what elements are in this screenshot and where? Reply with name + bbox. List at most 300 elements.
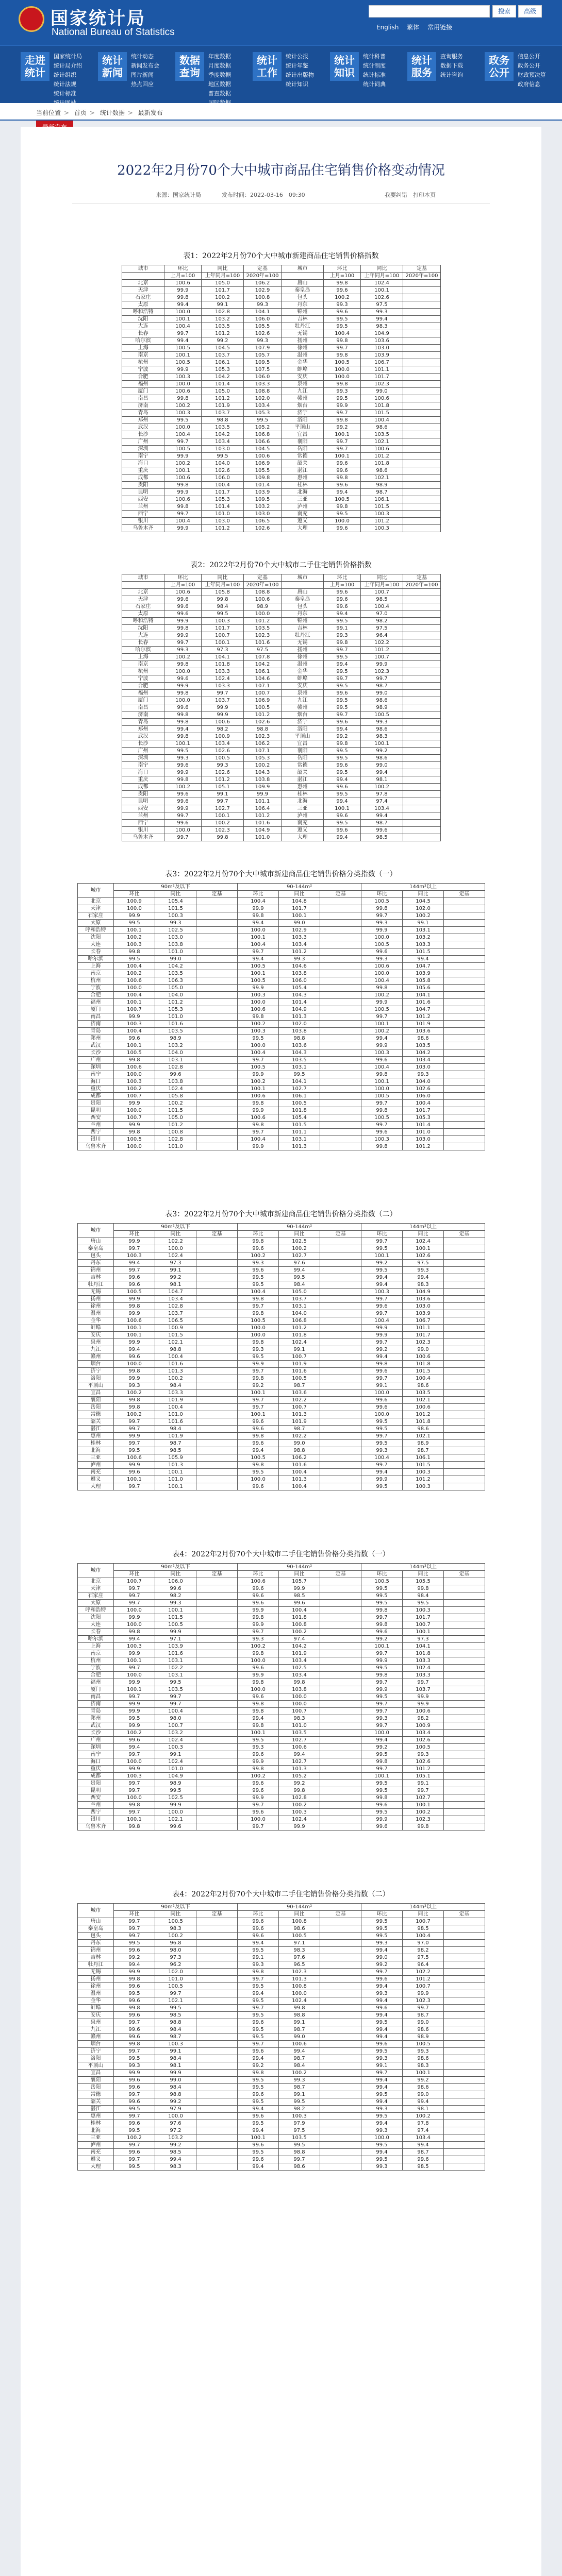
city-cell: 沈阳 <box>122 316 164 323</box>
value-cell <box>320 1730 361 1737</box>
city-cell: 大理 <box>78 1483 114 1490</box>
value-cell: 101.2 <box>202 330 244 337</box>
breadcrumb-data[interactable]: 统计数据 <box>100 109 125 116</box>
nav-link[interactable]: 统计法规 <box>54 81 76 88</box>
value-cell <box>196 1701 238 1708</box>
city-cell: 无锡 <box>78 1969 114 1976</box>
value-cell <box>320 1773 361 1780</box>
city-cell: 常德 <box>78 1411 114 1418</box>
nav-link[interactable]: 普查数据 <box>208 90 231 97</box>
value-cell: 99.5 <box>202 453 244 460</box>
table-row <box>78 1730 485 1737</box>
nav-link[interactable]: 统计制度 <box>363 62 386 69</box>
value-cell: 99.4 <box>155 2156 196 2163</box>
nav-link[interactable]: 年度数据 <box>208 53 231 60</box>
value-cell <box>444 992 485 999</box>
value-cell: 99.5 <box>361 2156 403 2163</box>
article-actions[interactable]: 我要纠错 打印本页 <box>385 192 436 198</box>
city-cell: 三亚 <box>78 2134 114 2142</box>
value-cell: 99.4 <box>238 956 279 963</box>
value-cell: 100.0 <box>114 1758 155 1766</box>
header-link-traditional[interactable]: 繁体 <box>407 24 420 31</box>
value-cell <box>196 1621 238 1629</box>
nav-link[interactable]: 信息公开 <box>518 53 540 60</box>
value-cell: 99.9 <box>361 661 403 668</box>
value-cell: 99.5 <box>361 2091 403 2098</box>
table-header: 环比 <box>361 1911 403 1918</box>
value-cell: 99.4 <box>279 1751 320 1758</box>
value-cell <box>320 1353 361 1361</box>
value-cell: 99.5 <box>114 2127 155 2134</box>
value-cell: 99.5 <box>361 1918 403 1925</box>
value-cell <box>320 2062 361 2070</box>
city-cell: 深圳 <box>122 755 164 762</box>
city-cell: 宁波 <box>122 366 164 374</box>
value-cell: 99.4 <box>114 1636 155 1643</box>
value-cell: 100.7 <box>114 1114 155 1122</box>
table-header: 城市 <box>78 1904 114 1918</box>
value-cell: 99.5 <box>324 791 361 798</box>
table-row <box>122 467 441 474</box>
nav-link[interactable]: 统计局介绍 <box>54 62 82 69</box>
nav-link[interactable]: 统计咨询 <box>440 72 463 78</box>
value-cell <box>196 1629 238 1636</box>
nav-link[interactable]: 统计公报 <box>286 53 308 60</box>
value-cell: 98.4 <box>202 603 244 611</box>
city-cell: 长沙 <box>122 740 164 748</box>
city-cell: 蚌埠 <box>282 675 324 683</box>
value-cell <box>196 1057 238 1064</box>
value-cell: 100.6 <box>238 1578 279 1585</box>
city-cell: 赣州 <box>78 2033 114 2041</box>
city-cell: 南宁 <box>122 453 164 460</box>
nav-tile[interactable]: 统计 服务 <box>407 52 436 81</box>
value-cell <box>403 316 441 323</box>
value-cell: 99.4 <box>361 812 403 820</box>
value-cell: 103.8 <box>244 776 282 784</box>
value-cell: 104.5 <box>403 898 444 905</box>
value-cell: 106.7 <box>361 359 403 366</box>
city-cell: 西宁 <box>122 820 164 827</box>
value-cell: 102.6 <box>244 525 282 532</box>
value-cell <box>196 1918 238 1925</box>
nav-link[interactable]: 统计出版物 <box>286 72 314 78</box>
value-cell: 99.7 <box>361 1296 403 1303</box>
table-row <box>78 2026 485 2033</box>
table-row <box>122 675 441 683</box>
value-cell: 99.7 <box>403 1679 444 1686</box>
table-row <box>78 992 485 999</box>
table-row <box>78 1462 485 1469</box>
value-cell <box>444 1802 485 1809</box>
city-cell: 南充 <box>78 2149 114 2156</box>
value-cell <box>320 1693 361 1701</box>
nav-link[interactable]: 统计组织 <box>54 72 76 78</box>
value-cell <box>444 1049 485 1057</box>
value-cell <box>320 1404 361 1411</box>
value-cell: 99.7 <box>324 438 361 446</box>
value-cell <box>403 820 441 827</box>
table-row <box>122 374 441 381</box>
value-cell: 99.4 <box>114 1346 155 1353</box>
value-cell: 100.1 <box>361 287 403 294</box>
value-cell: 103.8 <box>155 941 196 948</box>
value-cell: 104.1 <box>244 309 282 316</box>
value-cell: 99.9 <box>238 985 279 992</box>
table-row <box>78 1433 485 1440</box>
breadcrumb-latest[interactable]: 最新发布 <box>138 109 163 116</box>
value-cell: 103.2 <box>155 2134 196 2142</box>
value-cell: 99.7 <box>114 2156 155 2163</box>
value-cell: 99.3 <box>361 2055 403 2062</box>
city-cell: 天津 <box>78 905 114 912</box>
value-cell: 99.6 <box>361 1057 403 1064</box>
nav-tile[interactable]: 统计 工作 <box>253 52 282 81</box>
value-cell: 100.4 <box>403 1375 444 1382</box>
nav-link[interactable]: 统计科普 <box>363 53 386 60</box>
header-link-english[interactable]: English <box>376 24 399 31</box>
table-row <box>78 898 485 905</box>
table-header: 90-144m² <box>238 1904 361 1911</box>
value-cell <box>403 503 441 511</box>
city-cell: 上海 <box>78 963 114 970</box>
value-cell: 99.4 <box>238 2163 279 2171</box>
city-cell: 赣州 <box>282 395 324 402</box>
value-cell: 99.9 <box>238 1672 279 1679</box>
value-cell: 99.6 <box>114 1353 155 1361</box>
value-cell: 99.8 <box>361 1672 403 1679</box>
value-cell: 99.4 <box>324 798 361 805</box>
search-input[interactable] <box>369 5 490 18</box>
table-row <box>122 323 441 330</box>
value-cell <box>320 2120 361 2127</box>
value-cell: 99.9 <box>361 1332 403 1339</box>
value-cell: 99.9 <box>114 1650 155 1657</box>
value-cell <box>196 927 238 934</box>
nav-link[interactable]: 查询服务 <box>440 53 463 60</box>
value-cell: 99.8 <box>324 639 361 647</box>
table-row <box>122 683 441 690</box>
city-cell: 济宁 <box>78 2048 114 2055</box>
value-cell: 98.9 <box>403 1440 444 1447</box>
value-cell: 99.7 <box>114 1665 155 1672</box>
value-cell <box>196 2127 238 2134</box>
value-cell: 100.4 <box>361 1064 403 1071</box>
value-cell <box>444 941 485 948</box>
value-cell: 102.9 <box>244 287 282 294</box>
value-cell: 100.4 <box>238 1136 279 1143</box>
table-row <box>122 287 441 294</box>
value-cell: 99.2 <box>361 1961 403 1969</box>
value-cell <box>320 1114 361 1122</box>
value-cell: 101.0 <box>403 1129 444 1136</box>
nav-link[interactable]: 统计标准 <box>54 90 76 97</box>
value-cell: 99.6 <box>238 1267 279 1274</box>
table-row <box>122 410 441 417</box>
nav-link[interactable]: 季度数据 <box>208 72 231 78</box>
value-cell: 101.5 <box>403 1462 444 1469</box>
value-cell <box>444 1976 485 1983</box>
value-cell: 98.8 <box>279 1447 320 1454</box>
nav-tile[interactable]: 走进 统计 <box>21 52 49 81</box>
value-cell: 99.2 <box>238 2062 279 2070</box>
value-cell: 99.7 <box>238 948 279 956</box>
city-cell: 海口 <box>122 460 164 467</box>
city-cell: 南京 <box>78 1650 114 1657</box>
table-header: 同比 <box>403 1911 444 1918</box>
value-cell: 99.7 <box>155 1990 196 1997</box>
value-cell <box>196 1722 238 1730</box>
table-row <box>122 776 441 784</box>
value-cell: 99.5 <box>361 1780 403 1787</box>
table-header: 城市 <box>78 1564 114 1578</box>
value-cell <box>320 927 361 934</box>
nav-links <box>518 52 562 89</box>
value-cell <box>403 690 441 697</box>
value-cell: 99.6 <box>238 1245 279 1252</box>
value-cell: 99.1 <box>403 1780 444 1787</box>
value-cell: 106.1 <box>361 496 403 503</box>
value-cell: 98.7 <box>403 1447 444 1454</box>
nav-link[interactable]: 政府信息 <box>518 81 540 88</box>
value-cell <box>403 668 441 675</box>
city-cell: 锦州 <box>282 618 324 625</box>
city-cell: 湛江 <box>282 776 324 784</box>
nav-link[interactable]: 地区数据 <box>208 81 231 88</box>
value-cell: 99.7 <box>361 1708 403 1715</box>
value-cell: 100.3 <box>361 1136 403 1143</box>
value-cell: 105.3 <box>155 1006 196 1013</box>
table-row <box>78 985 485 992</box>
table-row <box>78 1969 485 1976</box>
nav-tile[interactable]: 统计 知识 <box>330 52 359 81</box>
city-cell: 南京 <box>122 352 164 359</box>
table-row <box>122 654 441 661</box>
nav-link[interactable]: 统计词典 <box>363 81 386 88</box>
site-name-cn[interactable]: 国家统计局 <box>51 8 146 29</box>
value-cell: 99.7 <box>114 1267 155 1274</box>
value-cell: 103.5 <box>202 323 244 330</box>
value-cell: 100.0 <box>155 1245 196 1252</box>
table-header: 定基 <box>320 1571 361 1578</box>
value-cell: 99.8 <box>164 690 202 697</box>
value-cell <box>196 956 238 963</box>
header-link-common[interactable]: 常用链接 <box>427 24 453 31</box>
nav-link[interactable]: 热点回应 <box>131 81 154 88</box>
value-cell: 104.0 <box>155 992 196 999</box>
value-cell: 99.5 <box>324 618 361 625</box>
value-cell: 99.5 <box>155 2005 196 2012</box>
value-cell: 98.4 <box>155 1426 196 1433</box>
value-cell: 100.0 <box>164 381 202 388</box>
nav-link[interactable]: 统计年鉴 <box>286 62 308 69</box>
value-cell: 99.6 <box>114 2084 155 2091</box>
value-cell <box>444 1686 485 1693</box>
value-cell: 99.4 <box>361 1274 403 1281</box>
value-cell: 99.6 <box>238 1483 279 1490</box>
table-row <box>122 733 441 740</box>
city-cell: 南宁 <box>78 1071 114 1078</box>
nav-link[interactable]: 数据下载 <box>440 62 463 69</box>
nav-link[interactable]: 新闻发布会 <box>131 62 159 69</box>
value-cell: 103.8 <box>279 970 320 977</box>
value-cell: 101.3 <box>279 1976 320 1983</box>
city-cell: 泉州 <box>282 690 324 697</box>
value-cell: 102.2 <box>403 1969 444 1976</box>
value-cell: 96.5 <box>279 1961 320 1969</box>
city-cell: 哈尔滨 <box>78 1636 114 1643</box>
value-cell: 99.6 <box>155 1585 196 1592</box>
value-cell <box>320 1389 361 1397</box>
value-cell: 101.8 <box>361 460 403 467</box>
table-row <box>78 1093 485 1100</box>
nav-tile[interactable]: 政务 公开 <box>485 52 514 81</box>
value-cell: 100.0 <box>114 1143 155 1150</box>
value-cell: 99.6 <box>324 784 361 791</box>
value-cell: 99.8 <box>324 280 361 287</box>
value-cell: 100.7 <box>244 690 282 697</box>
value-cell: 99.5 <box>114 956 155 963</box>
value-cell <box>444 1325 485 1332</box>
table-row <box>78 1021 485 1028</box>
table-row <box>122 639 441 647</box>
value-cell: 100.5 <box>279 1375 320 1382</box>
value-cell <box>320 1317 361 1325</box>
nav-link[interactable]: 国家统计局 <box>54 53 82 60</box>
city-cell: 牡丹江 <box>282 323 324 330</box>
table-header: 环比 <box>114 1911 155 1918</box>
advanced-search-button[interactable]: 高级 <box>518 5 542 18</box>
city-cell: 福州 <box>122 381 164 388</box>
city-cell: 宁波 <box>78 985 114 992</box>
value-cell <box>196 1389 238 1397</box>
table-row <box>122 762 441 769</box>
site-name-en[interactable]: National Bureau of Statistics <box>52 27 175 38</box>
city-cell: 金华 <box>78 1997 114 2005</box>
value-cell: 99.5 <box>361 1751 403 1758</box>
value-cell: 101.6 <box>155 1650 196 1657</box>
breadcrumb-home[interactable]: 首页 <box>74 109 87 116</box>
value-cell <box>444 1260 485 1267</box>
value-cell: 99.3 <box>361 2106 403 2113</box>
city-cell: 温州 <box>282 352 324 359</box>
city-cell: 赣州 <box>282 704 324 711</box>
value-cell <box>444 1787 485 1794</box>
value-cell: 96.4 <box>361 632 403 639</box>
city-cell: 济南 <box>122 711 164 719</box>
value-cell: 99.3 <box>361 1990 403 1997</box>
value-cell: 99.4 <box>361 1997 403 2005</box>
value-cell <box>444 1021 485 1028</box>
city-cell: 福州 <box>78 999 114 1006</box>
city-cell: 南充 <box>282 820 324 827</box>
table-header: 同比 <box>202 265 244 273</box>
table-header: 90-144m² <box>238 1224 361 1231</box>
value-cell: 97.1 <box>279 1940 320 1947</box>
value-cell: 98.7 <box>361 489 403 496</box>
value-cell: 100.4 <box>114 992 155 999</box>
city-cell: 合肥 <box>78 992 114 999</box>
table-header: 144m²以上 <box>361 884 485 891</box>
value-cell: 98.5 <box>361 834 403 841</box>
value-cell: 102.6 <box>403 1737 444 1744</box>
value-cell: 103.3 <box>155 1389 196 1397</box>
nav-tile[interactable]: 统计 新闻 <box>98 52 127 81</box>
value-cell: 102.7 <box>279 1737 320 1744</box>
nav-link[interactable]: 月度数据 <box>208 62 231 69</box>
value-cell: 99.8 <box>361 1361 403 1368</box>
value-cell: 99.8 <box>238 1679 279 1686</box>
value-cell: 99.7 <box>155 1701 196 1708</box>
value-cell: 99.6 <box>238 1426 279 1433</box>
value-cell: 99.4 <box>114 1260 155 1267</box>
value-cell: 99.6 <box>361 1629 403 1636</box>
search-button[interactable]: 搜索 <box>492 5 516 18</box>
nav-link[interactable]: 统计知识 <box>286 81 308 88</box>
value-cell: 100.4 <box>155 1353 196 1361</box>
value-cell: 100.1 <box>164 352 202 359</box>
city-cell: 唐山 <box>78 1918 114 1925</box>
value-cell <box>444 1607 485 1614</box>
value-cell: 99.6 <box>403 2156 444 2163</box>
value-cell: 98.5 <box>279 1592 320 1600</box>
value-cell: 100.2 <box>403 912 444 920</box>
value-cell: 100.0 <box>155 2113 196 2120</box>
city-cell: 济南 <box>78 1021 114 1028</box>
nav-tile[interactable]: 数据 查询 <box>175 52 204 81</box>
nav-link[interactable]: 财政预决算 <box>518 72 546 78</box>
value-cell <box>444 1600 485 1607</box>
value-cell: 98.2 <box>403 1947 444 1954</box>
value-cell: 99.1 <box>361 2062 403 2070</box>
nav-link[interactable]: 统计标准 <box>363 72 386 78</box>
value-cell: 99.8 <box>361 1071 403 1078</box>
value-cell: 100.0 <box>155 1809 196 1816</box>
value-cell: 100.7 <box>403 1983 444 1990</box>
value-cell <box>196 1744 238 1751</box>
value-cell <box>320 1686 361 1693</box>
value-cell: 102.4 <box>403 1238 444 1245</box>
value-cell: 99.9 <box>114 1100 155 1107</box>
value-cell: 100.2 <box>361 992 403 999</box>
value-cell <box>196 1035 238 1042</box>
nav-link[interactable]: 统计动态 <box>131 53 154 60</box>
nav-link[interactable]: 政务公开 <box>518 62 540 69</box>
table-row <box>78 1086 485 1093</box>
value-cell: 97.9 <box>279 2120 320 2127</box>
value-cell: 101.9 <box>279 1361 320 1368</box>
value-cell: 99.4 <box>164 337 202 345</box>
value-cell: 99.8 <box>361 1758 403 1766</box>
value-cell <box>444 1983 485 1990</box>
value-cell: 102.2 <box>361 639 403 647</box>
city-cell: 南京 <box>122 661 164 668</box>
table-row <box>78 2012 485 2019</box>
value-cell: 99.9 <box>361 927 403 934</box>
value-cell: 109.9 <box>244 784 282 791</box>
value-cell: 98.1 <box>361 776 403 784</box>
nav-link[interactable]: 图片新闻 <box>131 72 154 78</box>
table-row <box>78 2106 485 2113</box>
value-cell: 100.6 <box>238 1114 279 1122</box>
value-cell: 99.5 <box>114 1447 155 1454</box>
value-cell: 99.9 <box>238 1607 279 1614</box>
value-cell: 99.7 <box>114 1809 155 1816</box>
value-cell <box>320 1744 361 1751</box>
value-cell: 99.8 <box>164 503 202 511</box>
value-cell: 99.3 <box>403 1071 444 1078</box>
value-cell: 98.9 <box>155 1035 196 1042</box>
